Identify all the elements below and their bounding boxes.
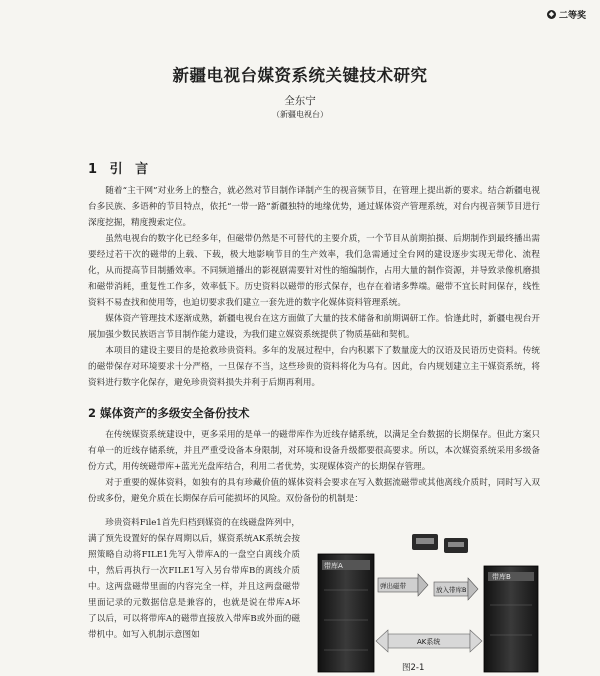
author-name: 全东宁 xyxy=(284,95,316,107)
paper-title: 新疆电视台媒资系统关键技术研究 xyxy=(172,66,428,85)
library-a-label: 带库A xyxy=(324,562,343,570)
eject-label: 弹出磁带 xyxy=(380,582,406,590)
tape-icon xyxy=(412,534,438,550)
tape-library-b xyxy=(484,566,538,672)
insert-arrow xyxy=(434,578,478,600)
tape-icon xyxy=(444,538,468,553)
author-affiliation: （新疆电视台） xyxy=(272,110,328,119)
section-body-left-column xyxy=(88,515,300,643)
paragraph: 虽然电视台的数字化已经多年，但磁带仍然是不可替代的主要介质，一个节目从前期拍摄、后期制作到最终播出需要经过若干次的磁带的上载、下载，极大地影响节目的生产效率，我们急需通过全台网的建设逐步实现无带化、流程化，从而提高节目制播效率。不同频道播出的影视剧需要针对性的缩编制作，占用大量的制作资源，并导致录像机磨损和磁带消耗，重复性工作多，效率低下。历史资料以磁带的形式保存，也存在着诸多弊端。磁带不宜长时间保存，线性资料不易查找和使用等，也迫切要求我们建立一套先进的数字化媒体资料管理系统。 xyxy=(88,234,540,308)
ak-system-label: AK系统 xyxy=(417,638,441,646)
paragraph: 随着“主干网”对业务上的整合，就必然对节目制作译制产生的视音频节目，在管理上提出新的要求。结合新疆电视台多民族、多语种的节目特点，依托“一带一路”新疆独特的地缘优势，通过媒体资产管理系统，对台内视音频节目进行深度挖掘，精度搜索定位。 xyxy=(88,186,540,228)
tape-library-a xyxy=(318,554,374,672)
section-heading-introduction: 1 引 言 xyxy=(88,162,153,177)
award-icon: ◆ xyxy=(548,10,555,18)
paragraph: 本项目的建设主要目的是抢救珍贵资料。多年的发展过程中，台内积累下了数量庞大的汉语及民语历史资料。传统的磁带保存对环境要求十分严格，一旦保存不当，这些珍贵的资料将化为乌有。因此，台内规划建立主干媒资系统，将资料进行数字化保存，避免珍贵资料损失并利于后期再利用。 xyxy=(88,346,540,388)
paragraph: 对于重要的媒体资料，如独有的具有珍藏价值的媒体资料会要求在写入数据流磁带或其他离线介质时，同时写入双份或多份，避免介质在长期保存后可能损坏的风险。双份备份的机制是： xyxy=(88,478,540,504)
figure-caption: 图2-1 xyxy=(402,663,425,673)
paragraph: 在传统媒资系统建设中，更多采用的是单一的磁带库作为近线存储系统，以满足全台数据的长期保存。但此方案只有单一的近线存储系统，并且严重受设备本身限制，对环境和设备升级都要很高要求。所以，本次媒资系统采用多级备份方式，用传统磁带库+蓝光光盘库结合，利用二者优势，实现媒体资产的长期保存管理。 xyxy=(88,430,540,472)
paragraph: 珍贵资料File1首先归档到媒资的在线磁盘阵列中，满了预先设置好的保存周期以后，媒资系统AK系统会按照策略自动将FILE1先写入带库A的一盘空白离线介质中，然后再执行一次FILE1写入另台带库B的离线介质中。这两盘磁带里面的内容完全一样，并且这两盘磁带里面记录的元数据信息是兼容的，也就是说在带库A坏了以后，可以将带库A的磁带直接放入带库B或外面的磁带机中。如写入机制示意图如 xyxy=(88,518,300,640)
section-body-introduction xyxy=(88,183,540,391)
ak-system-arrow xyxy=(376,630,482,652)
award-badge xyxy=(547,8,586,21)
paragraph: 媒体资产管理技术逐渐成熟，新疆电视台在这方面做了大量的技术储备和前期调研工作。恰逢此时，新疆电视台开展加强少数民族语言节目制作能力建设，为我们建立媒资系统提供了物质基础和契机。 xyxy=(88,314,540,340)
section-heading-backup: 2 媒体资产的多级安全备份技术 xyxy=(88,406,250,420)
backup-diagram xyxy=(316,530,542,676)
award-label: 二等奖 xyxy=(558,11,586,21)
section-body-backup xyxy=(88,427,540,507)
library-b-label: 带库B xyxy=(492,573,511,581)
insert-label: 放入带库B xyxy=(436,586,467,594)
eject-arrow xyxy=(378,574,428,596)
